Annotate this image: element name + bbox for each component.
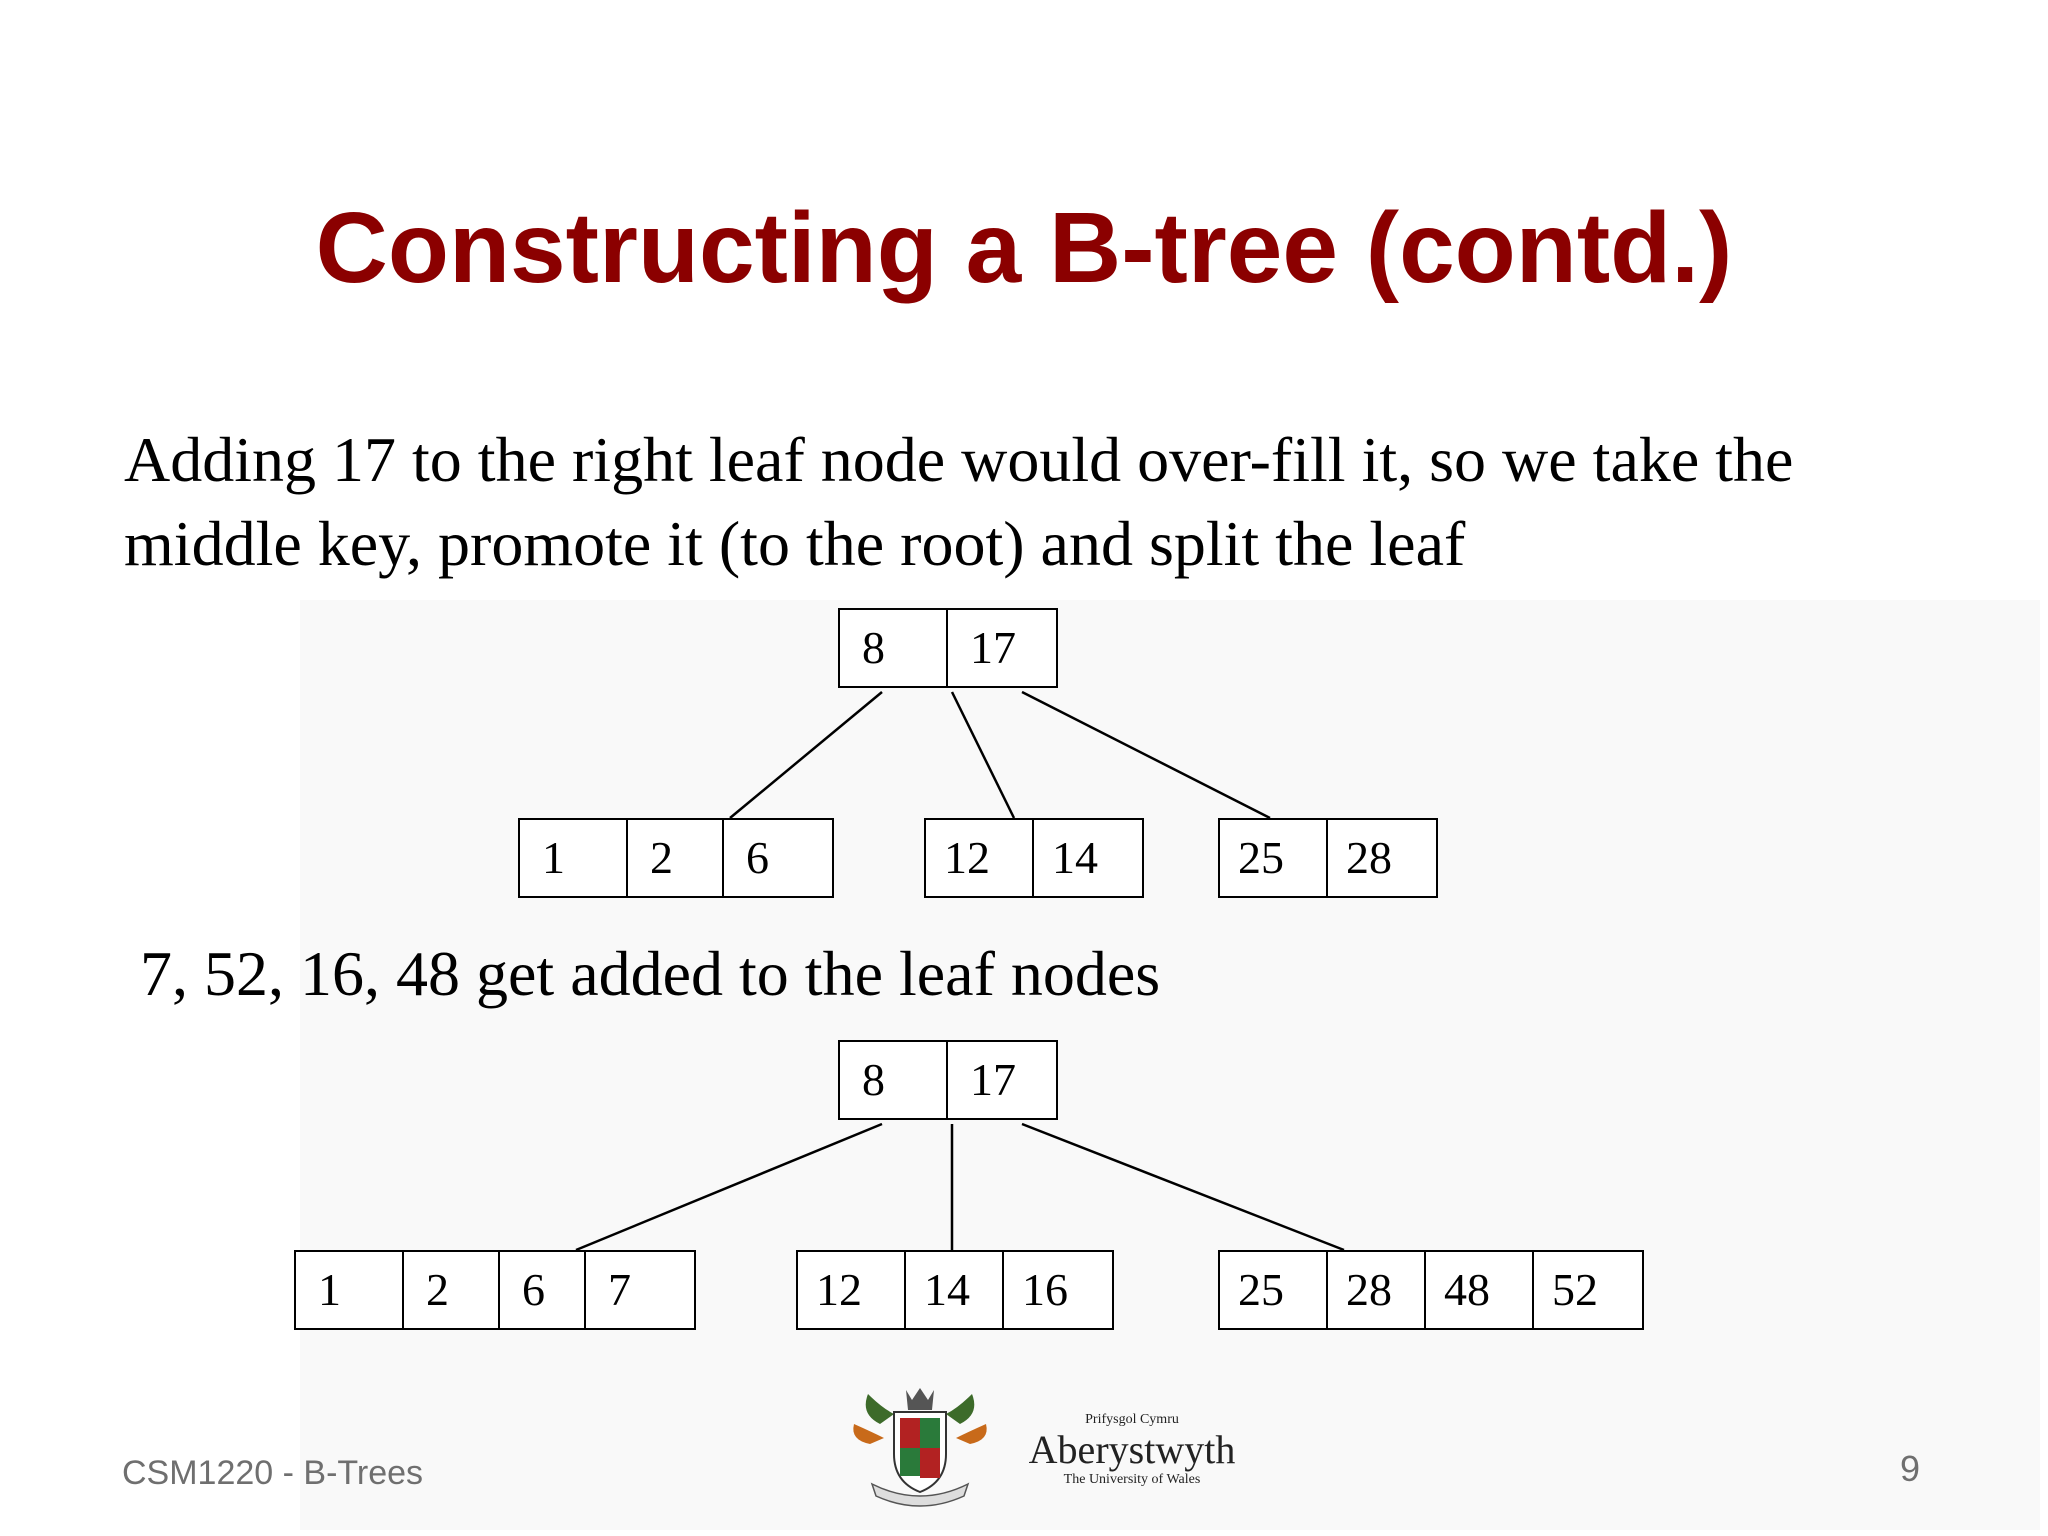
node-key: 6	[746, 832, 769, 883]
tree2-leaf-node	[294, 1250, 696, 1330]
node-key: 8	[840, 1042, 948, 1118]
node-key: 28	[1346, 832, 1392, 883]
node-key: 14	[1052, 832, 1098, 883]
slide-paragraph: Adding 17 to the right leaf node would over-fill it, so we take the middle key, promote it (to the root) and split the leaf	[124, 424, 1794, 579]
node-key: 7	[608, 1264, 631, 1315]
university-crest-icon	[850, 1384, 990, 1510]
slide-paragraph-2: 7, 52, 16, 48 get added to the leaf nodes	[140, 938, 1161, 1009]
tree2-leaf-node	[796, 1250, 1114, 1330]
tree1-edge-middle	[952, 692, 1014, 818]
logo-top-text: Prifysgol Cymru	[1085, 1412, 1179, 1427]
node-key: 1	[296, 1252, 404, 1328]
logo-main-text: Aberystwyth	[1028, 1427, 1236, 1472]
node-key: 1	[520, 820, 628, 896]
tree1-leaf-node	[1218, 818, 1438, 898]
node-key: 12	[798, 1252, 906, 1328]
node-key: 25	[1220, 820, 1328, 896]
node-key: 17	[970, 1054, 1016, 1105]
tree1-leaf-node	[924, 818, 1144, 898]
tree2-edge-right	[1022, 1124, 1344, 1250]
node-key: 28	[1328, 1252, 1426, 1328]
node-key: 16	[1022, 1264, 1068, 1315]
university-logo-text	[1012, 1412, 1252, 1488]
node-key: 52	[1552, 1264, 1598, 1315]
footer-course-label: CSM1220 - B-Trees	[122, 1454, 424, 1492]
node-key: 2	[628, 820, 724, 896]
tree1-edge-right	[1022, 692, 1270, 818]
tree1-edge-left	[730, 692, 882, 818]
slide-title: Constructing a B-tree (contd.)	[315, 192, 1733, 304]
node-key: 8	[840, 610, 948, 686]
logo-bottom-text: The University of Wales	[1063, 1472, 1201, 1487]
node-key: 17	[970, 622, 1016, 673]
node-key: 6	[500, 1252, 586, 1328]
node-key: 12	[926, 820, 1034, 896]
node-key: 14	[906, 1252, 1004, 1328]
node-key: 25	[1220, 1252, 1328, 1328]
page-number: 9	[1900, 1448, 1921, 1489]
tree2-leaf-node	[1218, 1250, 1644, 1330]
tree2-root-node	[838, 1040, 1058, 1120]
node-key: 48	[1426, 1252, 1534, 1328]
tree2-edge-left	[576, 1124, 882, 1250]
node-key: 2	[404, 1252, 500, 1328]
tree1-root-node	[838, 608, 1058, 688]
tree1-leaf-node	[518, 818, 834, 898]
